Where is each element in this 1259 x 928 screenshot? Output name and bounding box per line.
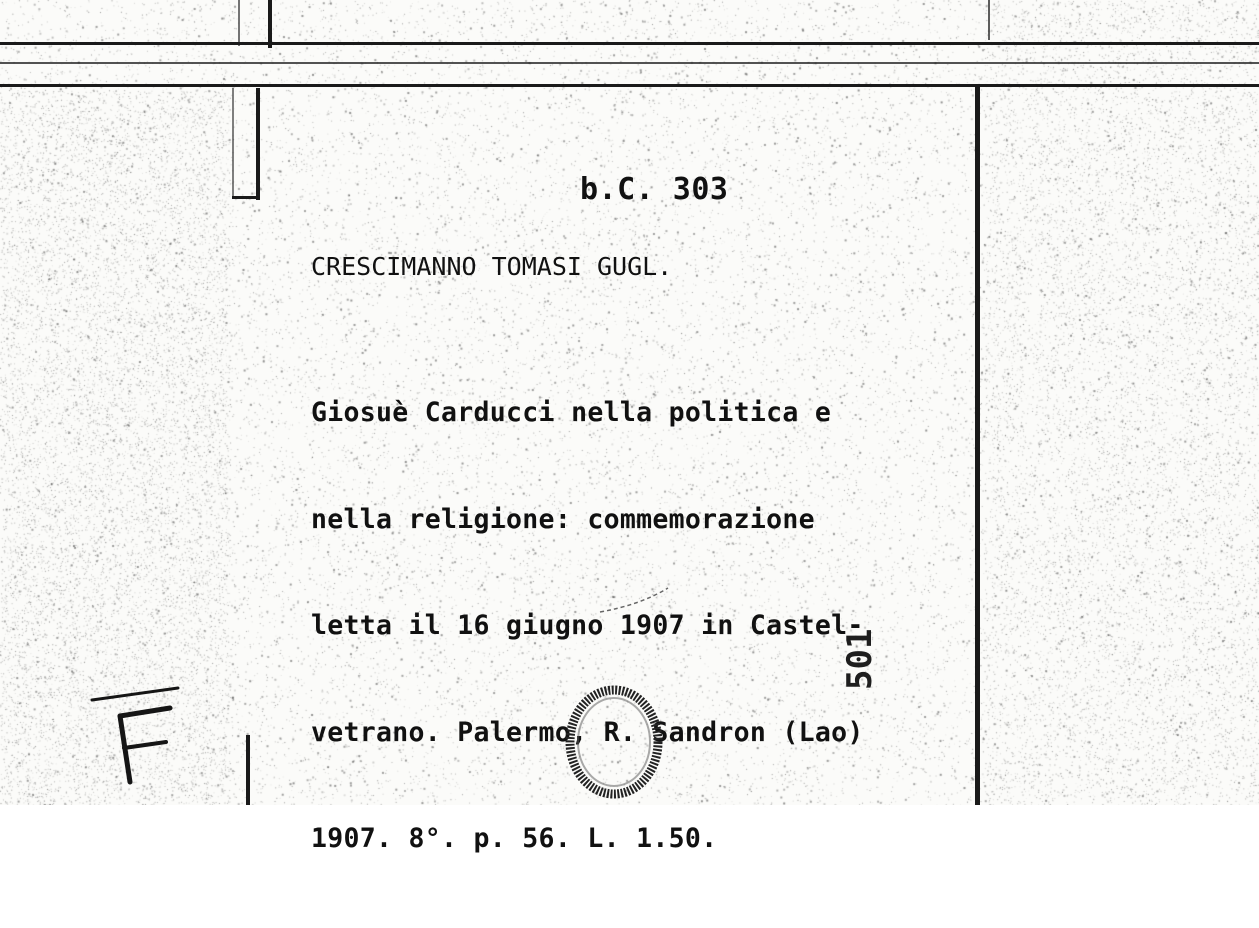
punch-hole-circle: [570, 690, 658, 794]
description-line: letta il 16 giugno 1907 in Castel-: [311, 610, 864, 641]
author-heading: CRESCIMANNO TOMASI GUGL.: [311, 252, 673, 281]
call-number: b.C. 303: [580, 172, 729, 207]
faint-pencil-stroke: [600, 588, 668, 612]
description-line: nella religione: commemorazione: [311, 503, 815, 535]
description-line: vetrano. Palermo, R. Sandron (Lao): [311, 716, 864, 748]
description-line: 1907. 8°. p. 56. L. 1.50.: [311, 823, 718, 854]
stamped-number: 501: [840, 628, 880, 690]
description-line: Giosuè Carducci nella politica e: [311, 397, 832, 428]
handwritten-letter-f: [92, 688, 178, 782]
